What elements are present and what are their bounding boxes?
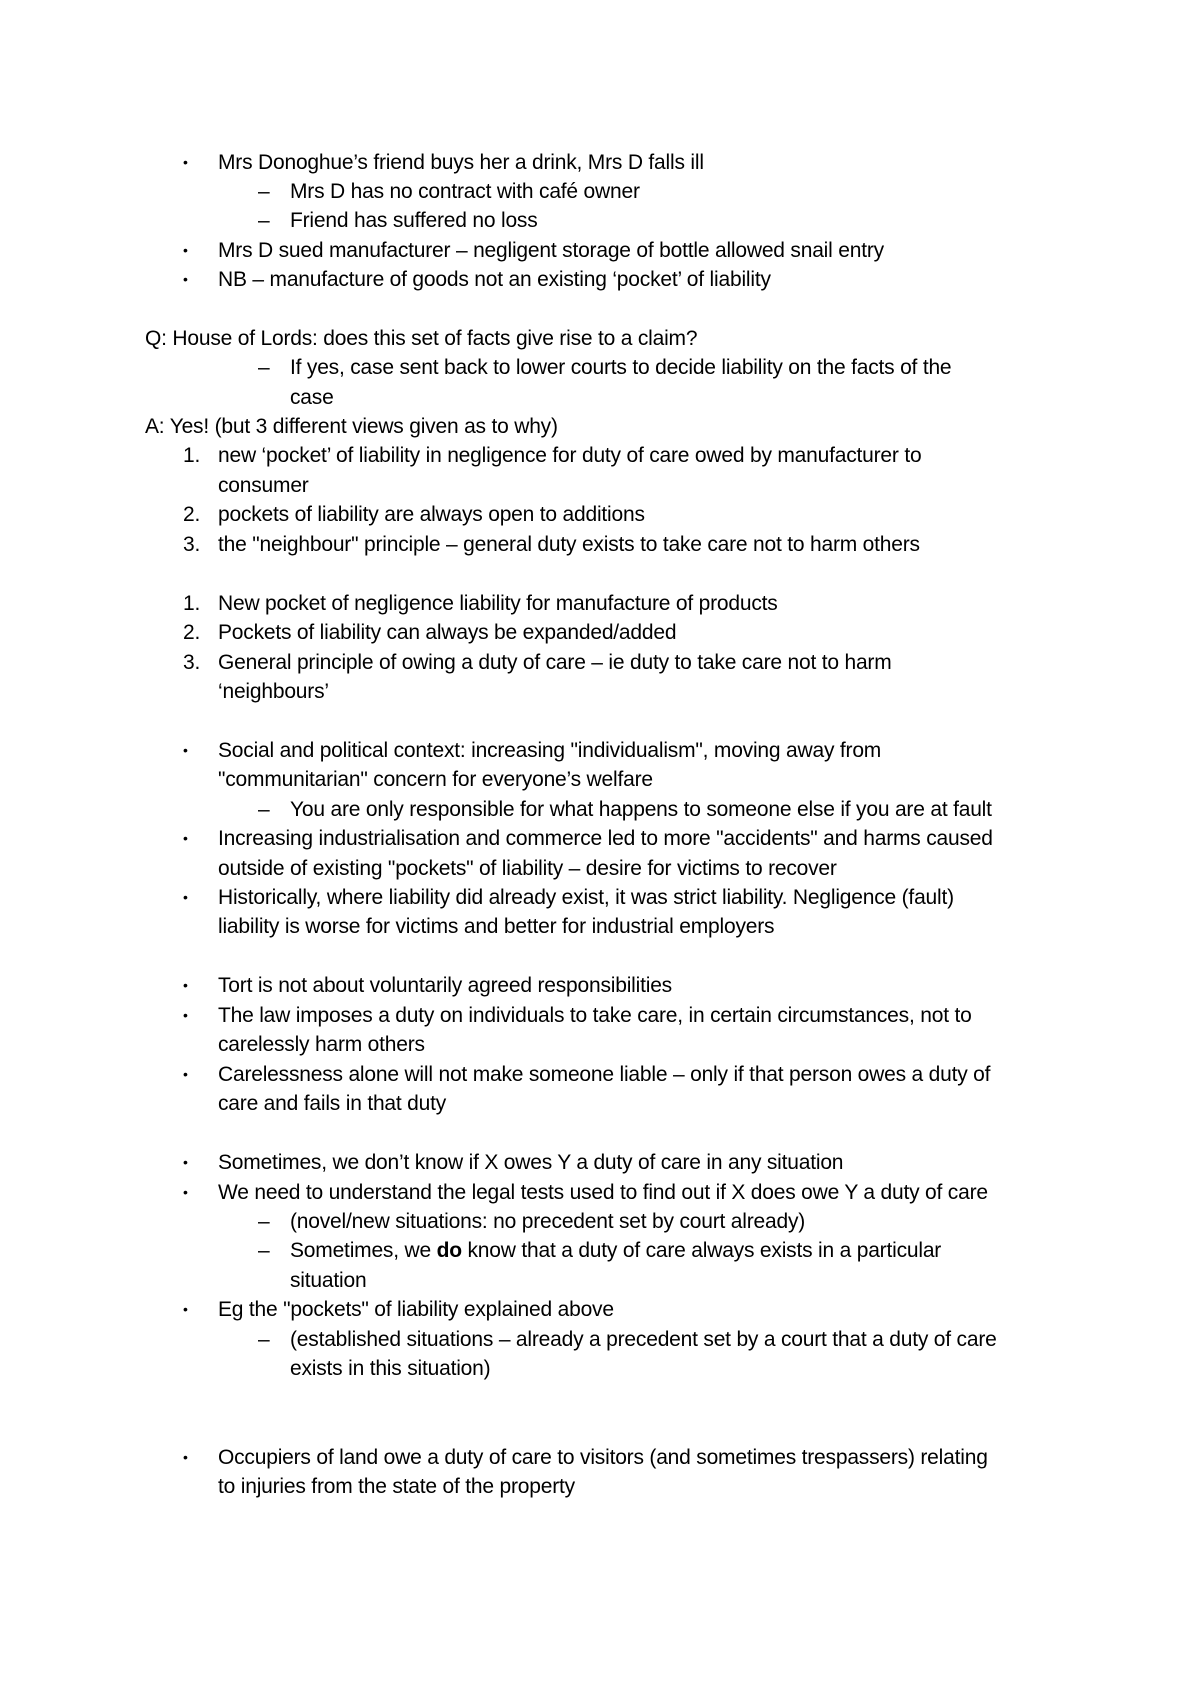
text-line: case [290, 386, 334, 409]
text-line: outside of existing "pockets" of liability – desire for victims to recover [218, 857, 837, 880]
text-line: Social and political context: increasing "individualism", moving away from [218, 739, 882, 762]
dash-marker: – [258, 209, 270, 232]
text-line: Pockets of liability can always be expanded/added [218, 621, 677, 644]
text-line: Carelessness alone will not make someone liable – only if that person owes a duty of [218, 1063, 991, 1086]
text-run: know that a duty of care always exists in a particular [461, 1239, 942, 1262]
bullet-marker: • [183, 271, 188, 287]
dash-marker: – [258, 356, 270, 379]
list-number: 2. [183, 621, 201, 644]
text-line: consumer [218, 474, 309, 497]
text-line: new ‘pocket’ of liability in negligence for duty of care owed by manufacturer to [218, 444, 922, 467]
bullet-marker: • [183, 1154, 188, 1170]
text-line: Mrs D has no contract with café owner [290, 180, 640, 203]
emphasis-text: do [436, 1239, 462, 1262]
list-number: 2. [183, 503, 201, 526]
text-line: (established situations – already a precedent set by a court that a duty of care [290, 1328, 997, 1351]
text-line: care and fails in that duty [218, 1092, 447, 1115]
text-line: exists in this situation) [290, 1357, 491, 1380]
dash-marker: – [258, 1239, 270, 1262]
text-line: ‘neighbours’ [218, 680, 329, 703]
text-line: "communitarian" concern for everyone’s welfare [218, 768, 653, 791]
text-line: NB – manufacture of goods not an existing ‘pocket’ of liability [218, 268, 771, 291]
text-line: carelessly harm others [218, 1033, 425, 1056]
text-line: situation [290, 1269, 367, 1292]
text-line: Mrs D sued manufacturer – negligent storage of bottle allowed snail entry [218, 239, 884, 262]
list-number: 3. [183, 651, 201, 674]
text-line: Occupiers of land owe a duty of care to visitors (and sometimes trespassers) relating [218, 1446, 988, 1469]
bullet-marker: • [183, 977, 188, 993]
answer-line: A: Yes! (but 3 different views given as to why) [145, 415, 558, 438]
text-line: Mrs Donoghue’s friend buys her a drink, Mrs D falls ill [218, 151, 704, 174]
list-number: 3. [183, 533, 201, 556]
bullet-marker: • [183, 742, 188, 758]
bullet-marker: • [183, 1184, 188, 1200]
bullet-marker: • [183, 1066, 188, 1082]
text-line: the "neighbour" principle – general duty exists to take care not to harm others [218, 533, 920, 556]
bullet-marker: • [183, 242, 188, 258]
bullet-marker: • [183, 1007, 188, 1023]
text-line: We need to understand the legal tests used to find out if X does owe Y a duty of care [218, 1181, 988, 1204]
text-line [290, 1236, 941, 1265]
bullet-marker: • [183, 830, 188, 846]
dash-marker: – [258, 180, 270, 203]
text-line: Increasing industrialisation and commerce led to more "accidents" and harms caused [218, 827, 993, 850]
question-line: Q: House of Lords: does this set of facts give rise to a claim? [145, 327, 698, 350]
text-line: General principle of owing a duty of care – ie duty to take care not to harm [218, 651, 892, 674]
dash-marker: – [258, 1210, 270, 1233]
text-line: liability is worse for victims and better for industrial employers [218, 915, 775, 938]
text-run: Sometimes, we [290, 1239, 437, 1262]
text-line: You are only responsible for what happens to someone else if you are at fault [290, 798, 992, 821]
bullet-marker: • [183, 889, 188, 905]
text-line: Sometimes, we don’t know if X owes Y a duty of care in any situation [218, 1151, 844, 1174]
text-line: to injuries from the state of the property [218, 1475, 575, 1498]
bullet-marker: • [183, 1449, 188, 1465]
text-line: Friend has suffered no loss [290, 209, 538, 232]
text-line: If yes, case sent back to lower courts to decide liability on the facts of the [290, 356, 952, 379]
text-line: (novel/new situations: no precedent set by court already) [290, 1210, 806, 1233]
text-line: Historically, where liability did already exist, it was strict liability. Negligence (fault) [218, 886, 954, 909]
text-line: pockets of liability are always open to additions [218, 503, 645, 526]
text-line: New pocket of negligence liability for manufacture of products [218, 592, 778, 615]
text-line: Eg the "pockets" of liability explained above [218, 1298, 614, 1321]
text-line: The law imposes a duty on individuals to take care, in certain circumstances, not to [218, 1004, 972, 1027]
dash-marker: – [258, 798, 270, 821]
bullet-marker: • [183, 1301, 188, 1317]
text-line: Tort is not about voluntarily agreed responsibilities [218, 974, 672, 997]
bullet-marker: • [183, 154, 188, 170]
list-number: 1. [183, 592, 201, 615]
dash-marker: – [258, 1328, 270, 1351]
list-number: 1. [183, 444, 201, 467]
